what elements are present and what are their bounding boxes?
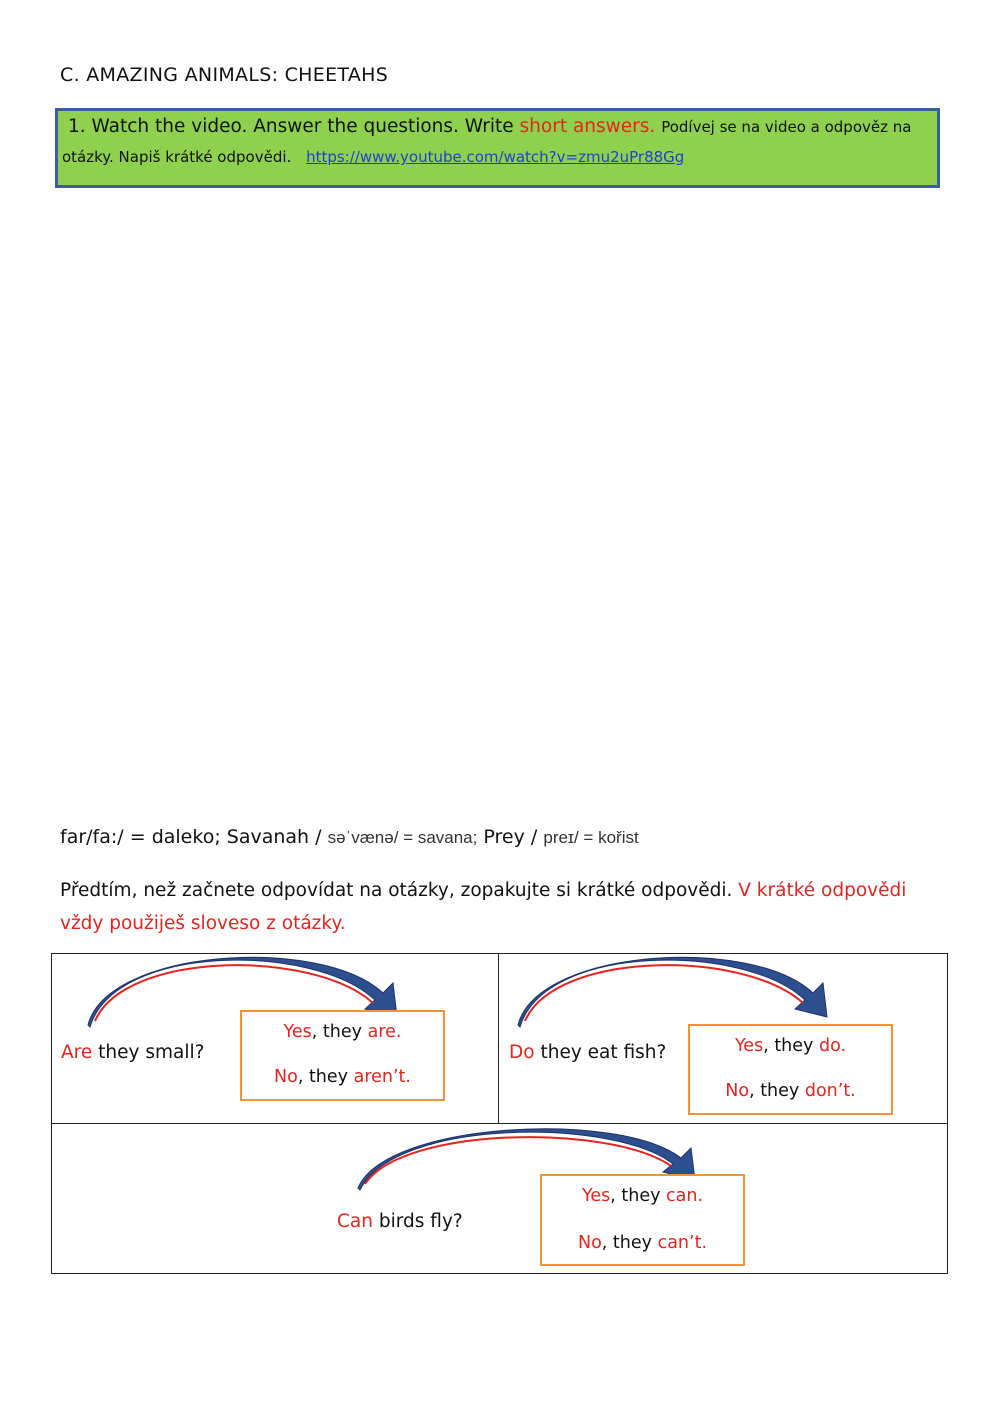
vocabulary-line (60, 826, 639, 848)
answer-box (540, 1174, 745, 1266)
question-verb: Can (337, 1211, 373, 1232)
answer-box (240, 1010, 445, 1101)
instruction-paragraph (60, 874, 940, 940)
answer-yes: Yes, they are. (283, 1022, 402, 1042)
example-question (509, 1042, 666, 1063)
vocab-far: far/fa:/ (60, 826, 124, 848)
task-czech-2: otázky. Napiš krátké odpovědi. (62, 148, 292, 166)
vocab-savannah: Savanah / (226, 826, 322, 848)
task-highlight: short answers. (519, 116, 656, 137)
answer-no: No, they can’t. (577, 1233, 708, 1253)
question-rest: birds fly? (378, 1211, 463, 1232)
answer-box (688, 1024, 893, 1115)
example-question (337, 1211, 463, 1232)
question-verb: Do (509, 1042, 535, 1063)
question-verb: Are (61, 1042, 93, 1063)
table-divider (51, 1123, 948, 1124)
task-czech-1: Podívej se na video a odpověz na (661, 118, 912, 136)
table-divider (498, 953, 499, 1123)
video-link[interactable]: https://www.youtube.com/watch?v=zmu2uPr88Gg (306, 148, 685, 166)
task-instruction (68, 116, 911, 137)
answer-yes: Yes, they do. (734, 1036, 847, 1056)
task-instruction-2 (62, 148, 684, 166)
vocab-prey-ipa: preɪ/ = kořist (543, 828, 639, 847)
instruction-rule: V krátké odpovědi vždy použiješ sloveso z otázky. (60, 880, 907, 934)
vocab-far-meaning: = daleko; (129, 826, 221, 848)
question-rest: they eat fish? (540, 1042, 667, 1063)
answer-no: No, they aren’t. (274, 1067, 411, 1087)
answer-yes: Yes, they can. (581, 1186, 704, 1206)
example-question (61, 1042, 204, 1063)
page-title: C. AMAZING ANIMALS: CHEETAHS (60, 64, 389, 86)
vocab-savannah-ipa: səˈvænə/ = savana; (327, 828, 478, 847)
question-rest: they small? (98, 1042, 205, 1063)
answer-no: No, they don’t. (725, 1081, 856, 1101)
instruction-text: Předtím, než začnete odpovídat na otázky, zopakujte si krátké odpovědi. (60, 880, 733, 901)
vocab-prey: Prey / (483, 826, 538, 848)
task-box (55, 108, 940, 188)
task-text: 1. Watch the video. Answer the questions. Write (68, 116, 514, 137)
curved-arrow-icon (515, 955, 855, 1030)
